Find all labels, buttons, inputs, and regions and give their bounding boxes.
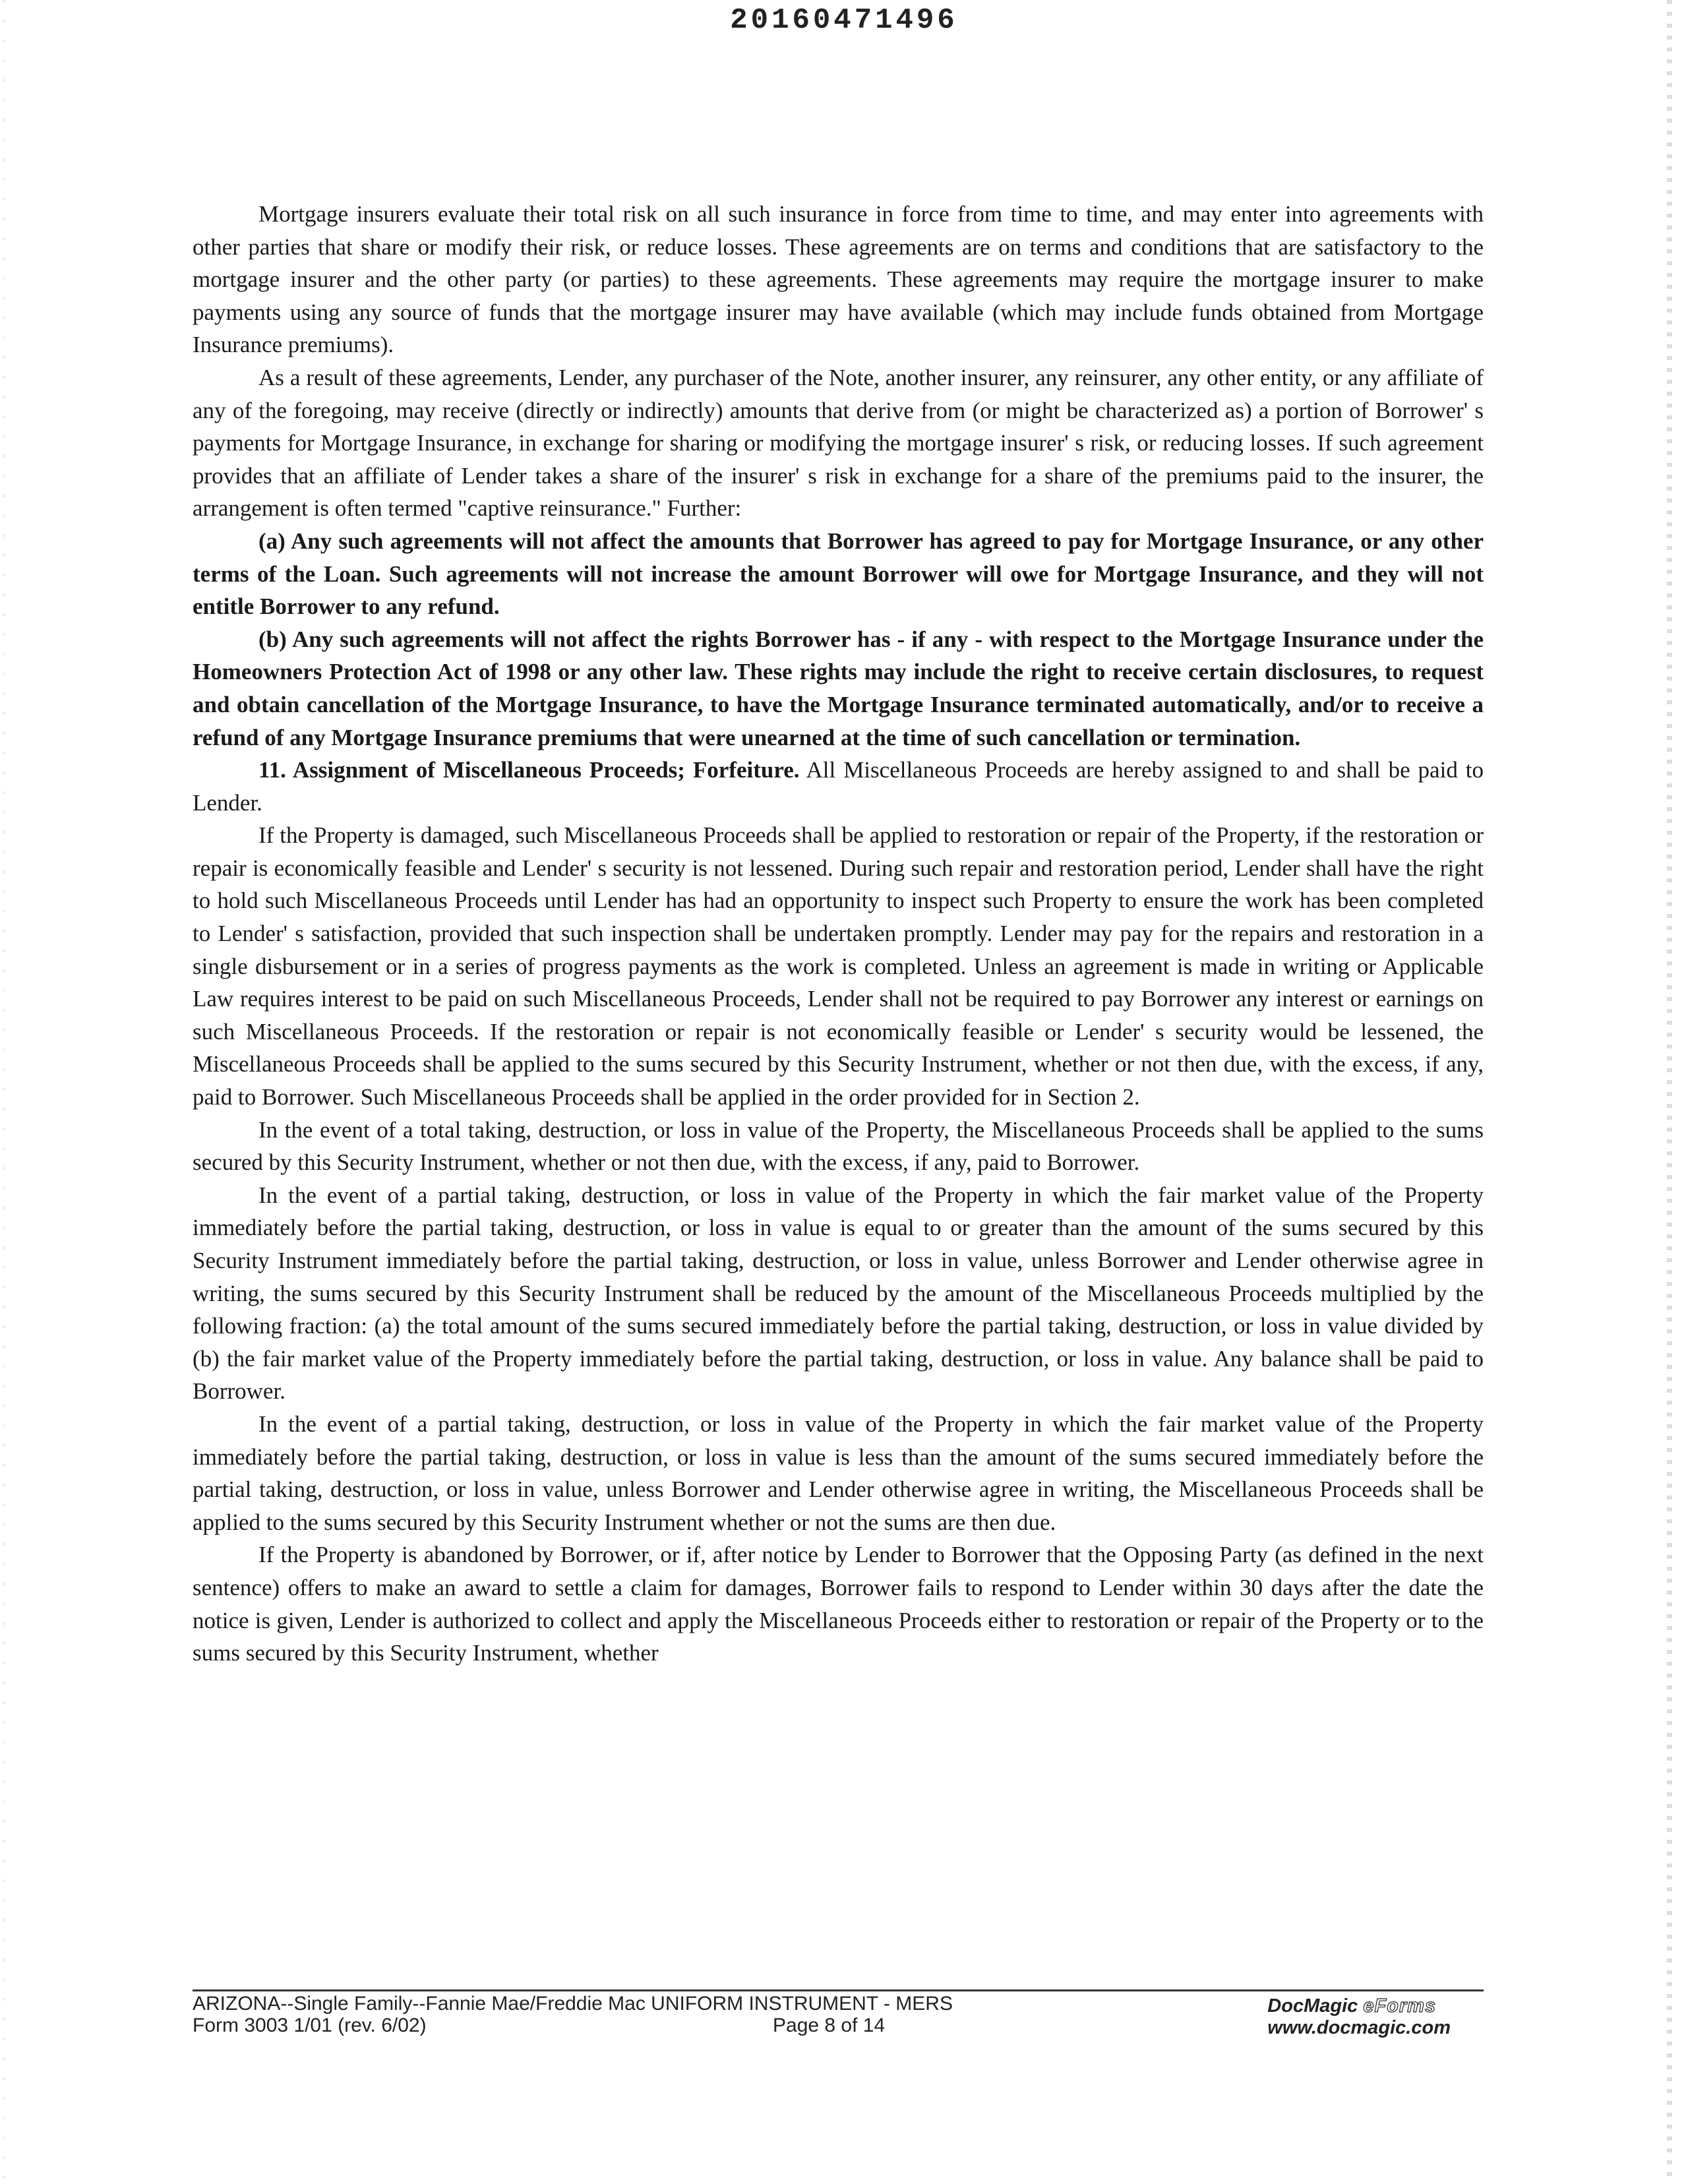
footer-form-title: ARIZONA--Single Family--Fannie Mae/Freddie Mac UNIFORM INSTRUMENT - MERS (193, 1993, 953, 2015)
paragraph-property-damaged: If the Property is damaged, such Miscellaneous Proceeds shall be applied to restoration or repair of the Property, if the restoration or repair is economically feasible and Lender' s security is not lessened. During such repair and restoration period, Lender shall have the right to hold such Miscellaneous Proceeds until Lender has had an opportunity to inspect such Property to ensure the work has been completed to Lender' s satisfaction, provided that such inspection shall be undertaken promptly. Lender may pay for the repairs and restoration in a single disbursement or in a series of progress payments as the work is completed. Unless an agreement is made in writing or Applicable Law requires interest to be paid on such Miscellaneous Proceeds, Lender shall not be required to pay Borrower any interest or earnings on such Miscellaneous Proceeds. If the restoration or repair is not economically feasible or Lender' s security would be lessened, the Miscellaneous Proceeds shall be applied to the sums secured by this Security Instrument, whether or not then due, with the excess, if any, paid to Borrower. Such Miscellaneous Proceeds shall be applied in the order provided for in Section 2. (193, 822, 1484, 1110)
footer-divider (193, 1989, 1484, 1991)
paragraph-agreements-result: As a result of these agreements, Lender, any purchaser of the Note, another insurer, any reinsurer, any other entity, or any affiliate of any of the foregoing, may receive (directly or indirectly) amounts that derive from (or might be characterized as) a portion of Borrower' s payments for Mortgage Insurance, in exchange for sharing or modifying the mortgage insurer' s risk, or reducing losses. If such agreement provides that an affiliate of Lender takes a share of the insurer' s risk in exchange for a share of the premiums paid to the insurer, the arrangement is often termed "captive reinsurance." Further: (193, 364, 1484, 522)
footer-form-number: Form 3003 1/01 (rev. 6/02) (193, 2015, 427, 2036)
scan-edge-right (1667, 0, 1672, 2184)
paragraph-clause-a: (a) Any such agreements will not affect the amounts that Borrower has agreed to pay for Mortgage Insurance, or any other terms of the Loan. Such agreements will not increase the amount Borrower will owe for Mortgage Insurance, and they will not entitle Borrower to any refund. (193, 528, 1484, 620)
footer-brand (1267, 1995, 1451, 2039)
brand-url: www.docmagic.com (1267, 2017, 1451, 2038)
paragraph-total-taking: In the event of a total taking, destruction, or loss in value of the Property, the Miscellaneous Proceeds shall be applied to the sums secured by this Security Instrument, whether or not then due, with the excess, if any, paid to Borrower. (193, 1116, 1484, 1176)
brand-forms-logo: eForms (1363, 1995, 1437, 2017)
brand-logo (1267, 1995, 1451, 2017)
section-11-text: All Miscellaneous Proceeds are hereby assigned to and shall be paid to Lender. (193, 757, 1484, 816)
paragraph-mortgage-insurers: Mortgage insurers evaluate their total risk on all such insurance in force from time to time, and may enter into agreements with other parties that share or modify their risk, or reduce losses. These agreements are on terms and conditions that are satisfactory to the mortgage insurer and the other party (or parties) to these agreements. These agreements may require the mortgage insurer to make payments using any source of funds that the mortgage insurer may have available (which may include funds obtained from Mortgage Insurance premiums). (193, 201, 1484, 358)
recording-number: 20160471496 (730, 4, 958, 37)
section-11-heading: 11. Assignment of Miscellaneous Proceeds; Forfeiture. (258, 757, 800, 783)
paragraph-property-abandoned: If the Property is abandoned by Borrower, or if, after notice by Lender to Borrower that the Opposing Party (as defined in the next sentence) offers to make an award to settle a claim for damages, Borrower fails to respond to Lender within 30 days after the date the notice is given, Lender is authorized to collect and apply the Miscellaneous Proceeds either to restoration or repair of the Property or to the sums secured by this Security Instrument, whether (193, 1542, 1484, 1666)
paragraph-section-11 (193, 754, 1484, 819)
footer-page-number: Page 8 of 14 (773, 2015, 886, 2036)
paragraph-partial-taking-less: In the event of a partial taking, destruction, or loss in value of the Property in which the fair market value of the Property immediately before the partial taking, destruction, or loss in value is less than the amount of the sums secured immediately before the partial taking, destruction, or loss in value, unless Borrower and Lender otherwise agree in writing, the Miscellaneous Proceeds shall be applied to the sums secured by this Security Instrument whether or not the sums are then due. (193, 1410, 1484, 1535)
paragraph-clause-b: (b) Any such agreements will not affect the rights Borrower has - if any - with respect to the Mortgage Insurance under the Homeowners Protection Act of 1998 or any other law. These rights may include the right to receive certain disclosures, to request and obtain cancellation of the Mortgage Insurance, to have the Mortgage Insurance terminated automatically, and/or to receive a refund of any Mortgage Insurance premiums that were unearned at the time of such cancellation or termination. (193, 626, 1484, 750)
brand-name: DocMagic (1267, 1995, 1358, 2017)
scan-edge-left (3, 0, 5, 2184)
page-footer (193, 1993, 1484, 2046)
document-body (193, 198, 1484, 1670)
paragraph-partial-taking-greater: In the event of a partial taking, destruction, or loss in value of the Property in which the fair market value of the Property immediately before the partial taking, destruction, or loss in value is equal to or greater than the amount of the sums secured by this Security Instrument immediately before the partial taking, destruction, or loss in value, unless Borrower and Lender otherwise agree in writing, the sums secured by this Security Instrument shall be reduced by the amount of the Miscellaneous Proceeds multiplied by the following fraction: (a) the total amount of the sums secured immediately before the partial taking, destruction, or loss in value divided by (b) the fair market value of the Property immediately before the partial taking, destruction, or loss in value. Any balance shall be paid to Borrower. (193, 1182, 1484, 1405)
